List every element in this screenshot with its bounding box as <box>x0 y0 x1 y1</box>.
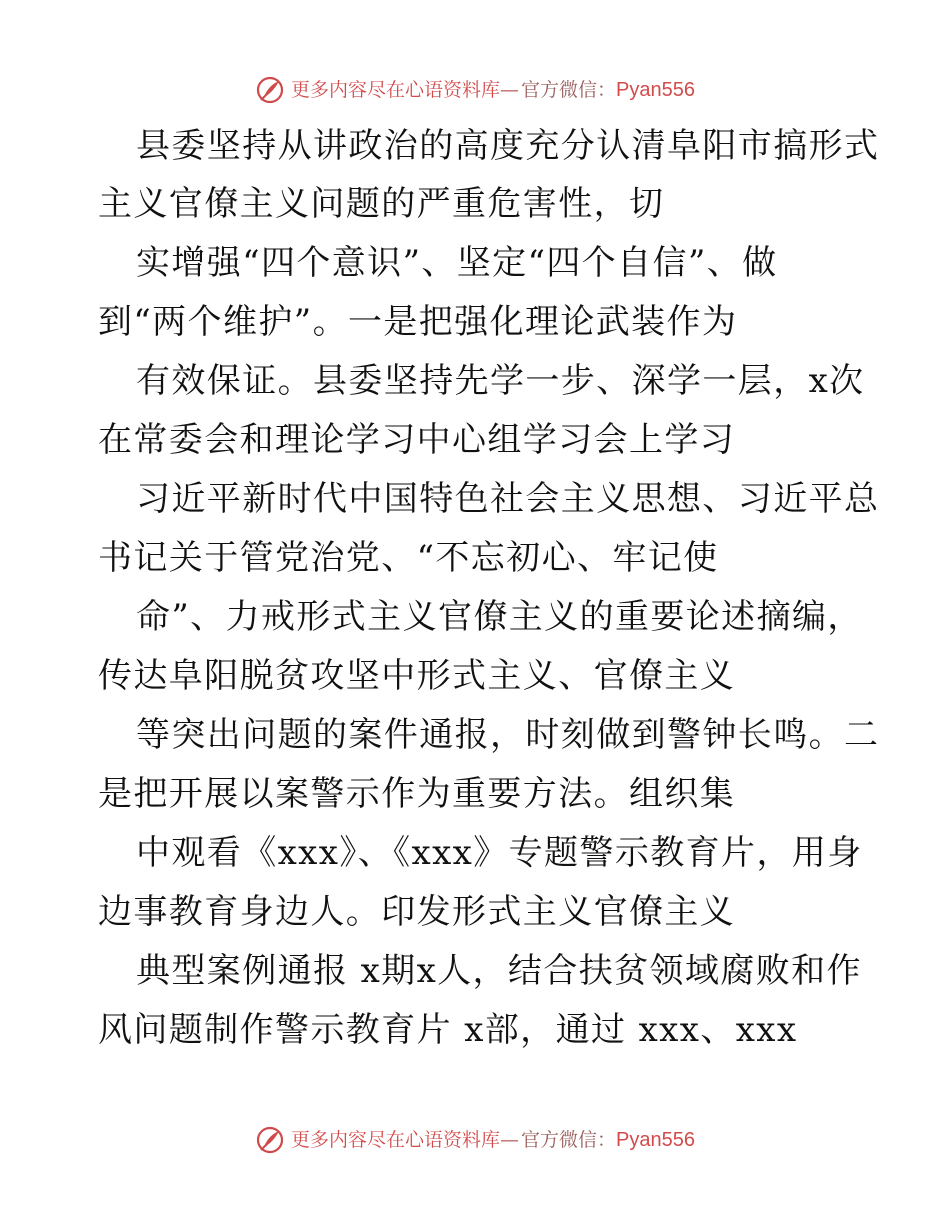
watermark-wechat-id: Pyan556 <box>616 1129 695 1151</box>
feather-pen-logo-icon <box>255 75 285 105</box>
text-line: 典型案例通报 x期x人，结合扶贫领域腐败和作 <box>136 951 862 991</box>
header-watermark <box>0 75 950 105</box>
watermark-title: 更多内容尽在心语资料库 <box>291 79 501 101</box>
text-line: 实增强“四个意识”、坚定“四个自信”、做 <box>136 243 778 283</box>
text-line: 县委坚持从讲政治的高度充分认清阜阳市搞形式 <box>136 126 880 166</box>
text-line: 命”、力戒形式主义官僚主义的重要论述摘编， <box>136 597 863 637</box>
text-line: 边事教育身边人。印发形式主义官僚主义 <box>98 892 736 932</box>
text-line: 在常委会和理论学习中心组学习会上学习 <box>98 420 736 460</box>
watermark-dash: — <box>500 79 520 101</box>
text-line: 是把开展以案警示作为重要方法。组织集 <box>98 774 736 814</box>
watermark-wechat-id: Pyan556 <box>616 79 695 101</box>
text-line: 到“两个维护”。一是把强化理论武装作为 <box>98 302 738 342</box>
text-line: 中观看《xxx》、《xxx》专题警示教育片，用身 <box>136 833 863 873</box>
watermark-dash: — <box>500 1129 520 1151</box>
text-line: 书记关于管党治党、“不忘初心、牢记使 <box>98 538 719 578</box>
feather-pen-logo-icon <box>255 1125 285 1155</box>
text-line: 习近平新时代中国特色社会主义思想、习近平总 <box>136 479 880 519</box>
text-line: 有效保证。县委坚持先学一步、深学一层，x次 <box>136 361 865 401</box>
watermark-title: 更多内容尽在心语资料库 <box>291 1129 501 1151</box>
watermark-label: 官方微信： <box>521 1129 617 1151</box>
text-line: 等突出问题的案件通报，时刻做到警钟长鸣。二 <box>136 715 880 755</box>
text-line: 传达阜阳脱贫攻坚中形式主义、官僚主义 <box>98 656 736 696</box>
watermark-label: 官方微信： <box>521 79 617 101</box>
footer-watermark <box>0 1125 950 1155</box>
text-line: 风问题制作警示教育片 x部，通过 xxx、xxx <box>98 1010 798 1050</box>
text-line: 主义官僚主义问题的严重危害性，切 <box>98 184 665 224</box>
